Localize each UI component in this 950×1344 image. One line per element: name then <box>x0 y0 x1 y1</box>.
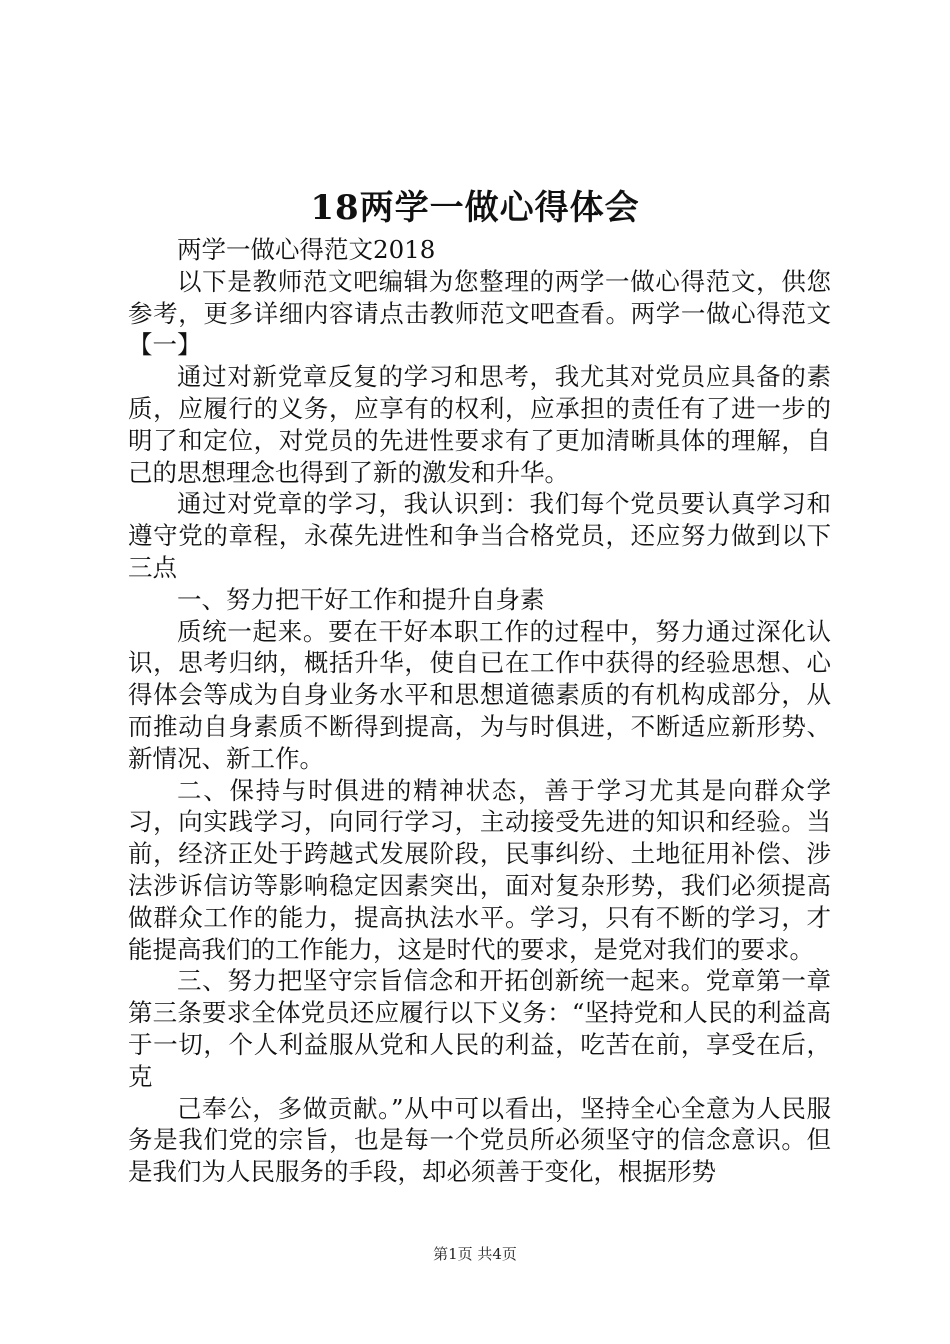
paragraph-subtitle: 两学一做心得范文2018 <box>177 235 436 264</box>
document-title: 18两学一做心得体会 <box>310 188 640 228</box>
paragraph: 己奉公，多做贡献。”从中可以看出，坚持全心全意为人民服务是我们党的宗旨，也是每一个党员所必须坚守的信念意识。但是我们为人民服务的手段，却必须善于变化，根据形势 <box>128 1093 831 1187</box>
paragraph: 质统一起来。要在干好本职工作的过程中，努力通过深化认识，思考归纳，概括升华，使自已在工作中获得的经验思想、心得体会等成为自身业务水平和思想道德素质的有机构成部分，从而推动自身素质不断得到提高，为与时俱进，不断适应新形势、新情况、新工作。 <box>128 616 831 773</box>
paragraph-heading-two: 二、保持与时俱进的精神状态，善于学习尤其是向群众学习，向实践学习，向同行学习，主动接受先进的知识和经验。当前，经济正处于跨越式发展阶段，民事纠纷、土地征用补偿、涉法涉诉信访等影响稳定因素突出，面对复杂形势，我们必须提高做群众工作的能力，提高执法水平。学习，只有不断的学习，才能提高我们的工作能力，这是时代的要求，是党对我们的要求。 <box>128 775 831 964</box>
paragraph-intro: 以下是教师范文吧编辑为您整理的两学一做心得范文，供您参考，更多详细内容请点击教师范文吧查看。两学一做心得范文【一】 <box>128 266 831 360</box>
paragraph-heading-three: 三、努力把坚守宗旨信念和开拓创新统一起来。党章第一章第三条要求全体党员还应履行以下义务：“坚持党和人民的利益高于一切，个人利益服从党和人民的利益，吃苦在前，享受在后，克 <box>128 966 831 1091</box>
page-number-footer: 第1页 共4页 <box>433 1245 517 1263</box>
paragraph: 通过对党章的学习，我认识到：我们每个党员要认真学习和遵守党的章程，永葆先进性和争当合格党员，还应努力做到以下三点 <box>128 489 831 582</box>
paragraph: 通过对新党章反复的学习和思考，我尤其对党员应具备的素质，应履行的义务，应享有的权利，应承担的责任有了进一步的明了和定位，对党员的先进性要求有了更加清晰具体的理解，自己的思想理念也得到了新的激发和升华。 <box>128 362 831 487</box>
document-body <box>128 234 831 1188</box>
paragraph-heading-one: 一、努力把干好工作和提升自身素 <box>177 584 545 614</box>
